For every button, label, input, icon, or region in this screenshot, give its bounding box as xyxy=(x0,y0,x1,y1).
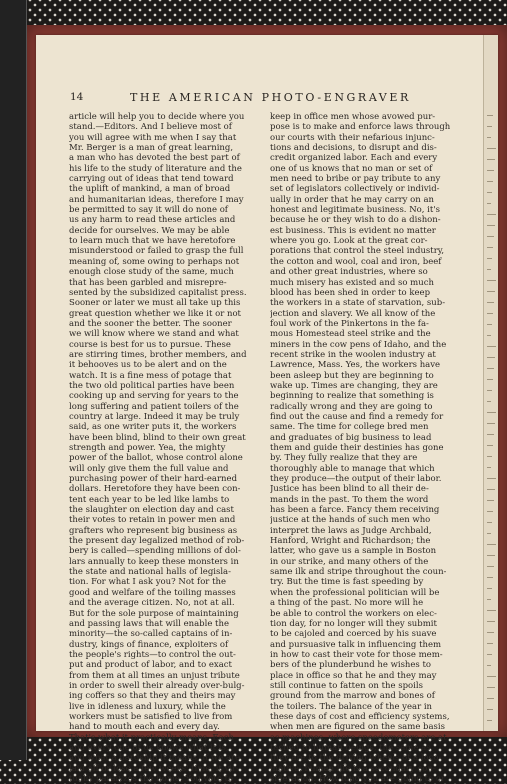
text-line: blood has been shed in order to keep xyxy=(270,287,431,298)
text-line: because he or they wish to do a dishon- xyxy=(270,215,441,226)
text-line: and every one of us knows what it is, xyxy=(69,742,229,753)
text-line: tached to human beings, the same as xyxy=(270,742,431,753)
text-line: and humanitarian ideas, therefore I may xyxy=(69,194,244,205)
edge-bleed-mark xyxy=(487,159,495,160)
text-line: to learn much that we have heretofore xyxy=(69,236,236,247)
text-line: workers must be satisfied to live from xyxy=(69,711,233,722)
edge-bleed-mark xyxy=(487,687,495,688)
text-line: carrying out of ideas that tend toward xyxy=(69,174,234,185)
edge-bleed-mark xyxy=(487,533,491,534)
text-line: bers of the plunderbund he wishes to xyxy=(270,660,432,671)
edge-bleed-mark xyxy=(487,269,491,270)
edge-bleed-mark xyxy=(487,720,492,721)
edge-bleed-mark xyxy=(487,170,494,171)
text-line: ground from the marrow and bones of xyxy=(270,691,435,702)
text-line: are stirring times, brother members, and xyxy=(69,349,247,360)
edge-bleed-mark xyxy=(487,126,492,127)
edge-bleed-mark xyxy=(487,522,492,523)
text-line: tion day, for no longer will they submit xyxy=(270,618,437,629)
edge-bleed-mark xyxy=(487,632,494,633)
text-line: honest and legitimate business. No, it's xyxy=(270,205,440,216)
text-line: same. The time for college bred men xyxy=(270,422,429,433)
text-line: ing coffers so that they and theirs may xyxy=(69,691,236,702)
text-line: course is best for us to pursue. These xyxy=(69,339,231,350)
text-line: and the average citizen. No, not at all. xyxy=(69,598,235,609)
edge-bleed-mark xyxy=(487,478,496,479)
text-line: meaning of, some owing to perhaps not xyxy=(69,256,240,267)
text-line: the cotton and wool, coal and iron, beef xyxy=(270,256,442,267)
edge-bleed-mark xyxy=(487,214,496,215)
text-line: Hanford, Wright and Richardson; the xyxy=(270,536,431,547)
page-edge-bleed xyxy=(483,35,498,731)
text-line: laid off or lose a few weeks' time, it vir- xyxy=(69,763,240,774)
text-line: bery is called—spending millions of dol- xyxy=(69,546,241,557)
text-line: minority—the so-called captains of in- xyxy=(69,629,233,640)
text-line: wake up. Times are changing, they are xyxy=(270,380,438,391)
edge-bleed-mark xyxy=(487,225,495,226)
text-line: Sooner or later we must all take up this xyxy=(69,298,241,309)
text-line: sented by the subsidized capitalist press. xyxy=(69,287,247,298)
text-line: the people's rights—to control the out- xyxy=(69,649,236,660)
text-line: the present day legalized method of rob- xyxy=(69,536,245,547)
text-line: the two old political parties have been xyxy=(69,380,235,391)
text-line: as machines, where speedometers are at- xyxy=(270,732,450,743)
text-line: credit organized labor. Each and every xyxy=(270,153,438,164)
text-line: Lawrence, Mass. Yes, the workers have xyxy=(270,360,441,371)
text-line: and the sooner the better. The sooner xyxy=(69,318,232,329)
text-line: still continue to fatten on the spoils xyxy=(270,680,423,691)
text-line: mous Homestead steel strike and the xyxy=(270,329,431,340)
text-line: to be cajoled and coerced by his suave xyxy=(270,629,437,640)
text-line: these days of cost and efficiency systems, xyxy=(270,711,450,722)
text-line: the toilers. The balance of the year in xyxy=(270,701,433,712)
text-line: article will help you to decide where you xyxy=(69,112,245,122)
text-line: one of us knows that no man or set of xyxy=(270,163,433,174)
text-line: miners in the cow pens of Idaho, and the xyxy=(270,339,447,350)
page-header xyxy=(70,91,430,105)
text-line: the state and national halls of legisla- xyxy=(69,567,231,578)
left-column xyxy=(69,112,252,784)
edge-bleed-mark xyxy=(487,412,496,413)
edge-bleed-mark xyxy=(487,709,493,710)
text-line: us any harm to read these articles and xyxy=(69,215,236,226)
text-line: decide for ourselves. We may be able xyxy=(69,225,230,236)
text-line: mands in the past. To them the word xyxy=(270,494,429,505)
text-line: recent strike in the woolen industry at xyxy=(270,349,436,360)
text-line: a thing of the past. No more will he xyxy=(270,598,424,609)
edge-bleed-mark xyxy=(487,115,493,116)
text-line: same ilk and stripe throughout the coun- xyxy=(270,567,447,578)
text-line: where you go. Look at the great cor- xyxy=(270,236,428,247)
edge-bleed-mark xyxy=(487,368,494,369)
text-line: dollars. Heretofore they have been con- xyxy=(69,484,241,495)
text-line: when the professional politician will be xyxy=(270,587,440,598)
edge-bleed-mark xyxy=(487,676,496,677)
text-line: men need to bribe or pay tribute to any xyxy=(270,174,441,185)
text-line: in our strike, and many others of the xyxy=(270,556,429,567)
text-line: enough close study of the same, much xyxy=(69,267,234,278)
text-line: But for the sole purpose of maintaining xyxy=(69,608,239,619)
edge-bleed-mark xyxy=(487,148,496,149)
edge-bleed-mark xyxy=(487,357,495,358)
text-line: radically wrong and they are going to xyxy=(270,401,433,412)
text-line: watch. It is a fine mess of potage that xyxy=(69,370,232,381)
edge-bleed-mark xyxy=(487,379,493,380)
edge-bleed-mark xyxy=(487,423,495,424)
text-line: pose is to make and enforce laws through xyxy=(270,122,451,133)
text-line: and graduates of big business to lead xyxy=(270,432,432,443)
text-line: tually paralyzes the home. You vote to xyxy=(69,774,234,784)
text-line: said, as one writer puts it, the workers xyxy=(69,422,237,433)
text-line: tent each year to be led like lambs to xyxy=(69,494,230,505)
text-line: place in office so that he and they may xyxy=(270,670,437,681)
edge-bleed-mark xyxy=(487,236,494,237)
text-line: live in idleness and luxury, while the xyxy=(69,701,226,712)
edge-bleed-mark xyxy=(487,401,491,402)
edge-bleed-mark xyxy=(487,137,491,138)
edge-bleed-mark xyxy=(487,390,492,391)
text-line: dustry, kings of finance, exploiters of xyxy=(69,639,229,650)
text-line: from them at all times an unjust tribute xyxy=(69,670,240,681)
text-line: tion. For what I ask you? Not for the xyxy=(69,577,226,588)
edge-bleed-mark xyxy=(487,654,492,655)
edge-bleed-mark xyxy=(487,456,492,457)
text-line: est business. This is evident no matter xyxy=(270,225,436,236)
text-line: and passing laws that will enable the xyxy=(69,618,229,629)
text-line: their votes to retain in power men and xyxy=(69,515,236,526)
text-line: we will know where we stand and what xyxy=(69,329,239,340)
text-line: porations that control the steel industry, xyxy=(270,246,445,257)
text-line: you will agree with me when I say that xyxy=(69,132,237,143)
edge-bleed-mark xyxy=(487,577,493,578)
edge-bleed-mark xyxy=(487,500,494,501)
text-line: cooking up and serving for years to the xyxy=(69,391,239,402)
text-line: that has been garbled and misrepre- xyxy=(69,277,227,288)
text-line: Justice has been blind to all their de- xyxy=(270,484,429,495)
text-line: in how to cast their vote for those mem- xyxy=(270,649,443,660)
text-line: keep in office men whose avowed pur- xyxy=(270,112,436,122)
text-line: the workers in a state of starvation, sub- xyxy=(270,298,446,309)
edge-bleed-mark xyxy=(487,566,494,567)
text-line: country at large. Indeed it may be truly xyxy=(69,411,240,422)
edge-bleed-mark xyxy=(487,192,492,193)
text-line: misunderstood or failed to grasp the full xyxy=(69,246,244,257)
text-line: beginning to realize that something is xyxy=(270,391,434,402)
edge-bleed-mark xyxy=(487,511,493,512)
text-line: will only give them the full value and xyxy=(69,463,229,474)
text-line: motive, human life is a secondary con- xyxy=(270,763,436,774)
text-line: latter, who gave us a sample in Boston xyxy=(270,546,437,557)
edge-bleed-mark xyxy=(487,698,494,699)
edge-bleed-mark xyxy=(487,313,493,314)
text-line: be able to control the workers on elec- xyxy=(270,608,437,619)
edge-bleed-mark xyxy=(487,280,496,281)
text-line: the uplift of mankind, a man of broad xyxy=(69,184,231,195)
text-line: be permitted to say it will do none of xyxy=(69,205,228,216)
edge-bleed-mark xyxy=(487,324,492,325)
text-line: lars annually to keep these monsters in xyxy=(69,556,239,567)
text-line: it behooves us to be alert and on the xyxy=(69,360,227,371)
text-line: strength and power. Yea, the mighty xyxy=(69,443,226,453)
edge-bleed-mark xyxy=(487,544,496,545)
edge-bleed-mark xyxy=(487,346,496,347)
text-line: stand.—Editors. And I believe most of xyxy=(69,122,232,133)
text-line: has been a farce. Fancy them receiving xyxy=(270,505,440,516)
edge-bleed-mark xyxy=(487,467,491,468)
text-line: purchasing power of their hard-earned xyxy=(69,474,238,485)
edge-bleed-mark xyxy=(487,599,491,600)
text-line: in order to swell their already over-bulg- xyxy=(69,680,245,691)
text-line: thoroughly able to manage that which xyxy=(270,463,435,474)
edge-bleed-mark xyxy=(487,610,496,611)
text-line: a man who has devoted the best part of xyxy=(69,153,240,164)
text-line: and other great industries, where so xyxy=(270,267,428,278)
text-line: hand to mouth each and every day. xyxy=(69,722,220,733)
text-line: set of legislators collectively or individ- xyxy=(270,184,440,195)
edge-bleed-mark xyxy=(487,445,493,446)
text-line: put and product of labor, and to exact xyxy=(69,660,232,671)
right-column xyxy=(270,112,453,784)
text-line: them and guide their destinies has gone xyxy=(270,443,444,453)
text-line: try. But the time is fast speeding by xyxy=(270,577,424,588)
text-line: grafters who represent big business as xyxy=(69,525,238,536)
text-line: they produce—the output of their labor. xyxy=(270,474,442,485)
text-line: have been blind, blind to their own great xyxy=(69,432,246,443)
text-line: and pursuasive talk in influencing them xyxy=(270,639,442,650)
edge-bleed-mark xyxy=(487,555,495,556)
text-line: Mr. Berger is a man of great learning, xyxy=(69,143,234,154)
edge-bleed-mark xyxy=(487,665,491,666)
edge-bleed-mark xyxy=(487,302,494,303)
text-line: power of the ballot, whose control alone xyxy=(69,453,243,464)
edge-bleed-mark xyxy=(487,203,491,204)
text-line: our courts with their nefarious injunc- xyxy=(270,132,435,143)
running-title: THE AMERICAN PHOTO-ENGRAVER xyxy=(130,91,411,104)
text-line: That's what it practically means. Each xyxy=(69,732,234,743)
edge-bleed-mark xyxy=(487,247,493,248)
text-line: sideration. How long you are going to or xyxy=(270,774,446,784)
text-line: when men are figured on the same basis xyxy=(270,722,445,733)
text-line: been asleep but they are beginning to xyxy=(270,370,434,381)
text-line: his life to the study of literature and the xyxy=(69,163,242,174)
edge-bleed-mark xyxy=(487,588,492,589)
text-line: ually in order that he may carry on an xyxy=(270,194,435,205)
text-line: tions and decisions, to disrupt and dis- xyxy=(270,143,437,154)
text-line: the slaughter on election day and cast xyxy=(69,505,234,516)
edge-bleed-mark xyxy=(487,434,494,435)
text-line: interpret the laws as Judge Archbald, xyxy=(270,525,432,536)
edge-bleed-mark xyxy=(487,489,495,490)
edge-bleed-mark xyxy=(487,621,495,622)
text-line: much misery has existed and so much xyxy=(270,277,434,288)
text-line: find out the cause and find a remedy for xyxy=(270,411,444,422)
text-line: good and welfare of the toiling masses xyxy=(69,587,236,598)
edge-bleed-mark xyxy=(487,291,495,292)
text-line: foul work of the Pinkertons in the fa- xyxy=(270,318,429,329)
edge-bleed-mark xyxy=(487,643,493,644)
text-line: great question whether we like it or not xyxy=(69,308,241,319)
page-number: 14 xyxy=(70,91,84,103)
edge-bleed-mark xyxy=(487,335,491,336)
text-line: long suffering and patient toilers of the xyxy=(69,401,239,412)
text-line: they are to the driving wheels of a loco- xyxy=(270,753,442,764)
text-line: justice at the hands of such men who xyxy=(270,515,431,526)
edge-bleed-mark xyxy=(487,181,493,182)
text-line: and what a hardship it means, if we are xyxy=(69,753,241,764)
text-line: jection and slavery. We all know of the xyxy=(270,308,436,319)
text-line: by. They fully realize that they are xyxy=(270,453,418,464)
edge-bleed-mark xyxy=(487,258,492,259)
scanner-background-strip xyxy=(0,0,27,760)
